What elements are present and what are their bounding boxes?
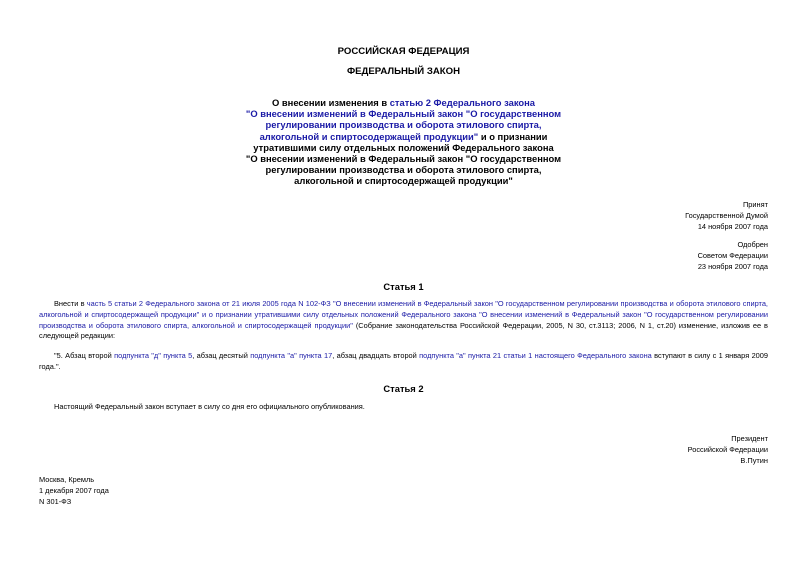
quote-part1: "5. Абзац второй — [54, 351, 115, 360]
title-line5: утратившими силу отдельных положений Федерального закона — [253, 141, 554, 153]
approved-line1: Одобрен — [737, 240, 768, 249]
document-type-heading: ФЕДЕРАЛЬНЫЙ ЗАКОН — [346, 66, 461, 77]
place-line3: N 301-ФЗ — [39, 496, 72, 506]
quote-part3: , абзац двадцать второй — [332, 351, 420, 360]
quote-link1[interactable]: подпункта "д" пункта 5 — [114, 351, 193, 360]
country-heading: РОССИЙСКАЯ ФЕДЕРАЦИЯ — [337, 46, 470, 57]
title-line8: алкогольной и спиртосодержащей продукции" — [294, 175, 513, 187]
title-line6: "О внесении изменений в Федеральный закон "О государственном — [245, 153, 562, 165]
article1-text-end: (Собрание законодательства Российской Федерации, 2005, N 30, ст.3113; 2006, N 1, ст.20) изменение, изложив ее в следующей редакции: — [39, 320, 768, 341]
article2-text: Настоящий Федеральный закон вступает в силу со дня его официального опубликования. — [54, 402, 365, 411]
title-prefix: О внесении изменения в — [272, 97, 390, 108]
title-line7: регулировании производства и оборота этилового спирта, — [265, 164, 542, 176]
title-link-line2[interactable]: "О внесении изменений в Федеральный закон "О государственном — [245, 108, 562, 120]
signature-line2: Российской Федерации — [687, 444, 768, 454]
adopted-line3: 14 ноября 2007 года — [697, 221, 768, 231]
title-link-article2[interactable]: статью 2 Федерального закона — [389, 97, 535, 108]
article1-heading: Статья 1 — [383, 281, 424, 292]
quote-part4: вступают в силу с 1 января 2009 года.". — [39, 351, 769, 371]
title-line4-tail: и о признании — [478, 130, 548, 142]
article1-text — [39, 299, 768, 342]
title-link-line3[interactable]: регулировании производства и оборота этилового спирта, — [265, 119, 542, 131]
article1-text-start: Внести в — [54, 299, 87, 308]
signature-line1: Президент — [731, 434, 768, 443]
article1-link-part5[interactable]: часть 5 статьи 2 Федерального закона от 21 июля 2005 года N 102-ФЗ "О внесении изменений в Федеральный закон "О государственном регулировании производства и оборота этилового спирта, алкогольной и спиртосодержащей продукции" и о признании утратившими силу отдельных положений Федерального закона "О внесении изменений в Федеральный закон "О государственном регулировании производства и оборота этилового спирта, алкогольной и спиртосодержащей продукции" — [39, 299, 768, 330]
adopted-line2: Государственной Думой — [685, 210, 768, 220]
place-line2: 1 декабря 2007 года — [39, 485, 109, 495]
title-link-line4[interactable]: алкогольной и спиртосодержащей продукции" — [259, 130, 479, 142]
signature-block — [688, 434, 768, 466]
approved-line2: Советом Федерации — [697, 250, 768, 260]
place-line1: Москва, Кремль — [39, 475, 95, 484]
signature-line3: В.Путин — [740, 455, 768, 465]
approved-line3: 23 ноября 2007 года — [697, 261, 768, 271]
law-title — [200, 97, 607, 187]
adopted-block — [685, 200, 768, 232]
quote-link2[interactable]: подпункта "а" пункта 17 — [250, 351, 333, 360]
place-date-block — [39, 475, 109, 507]
article2-heading: Статья 2 — [383, 383, 424, 394]
adopted-line1: Принят — [742, 200, 768, 209]
approved-block — [698, 240, 768, 272]
quote-link3[interactable]: подпункта "а" пункта 21 статьи 1 настоящего Федерального закона — [419, 351, 652, 360]
quote-part2: , абзац десятый — [192, 351, 251, 360]
article1-quote — [39, 351, 768, 373]
